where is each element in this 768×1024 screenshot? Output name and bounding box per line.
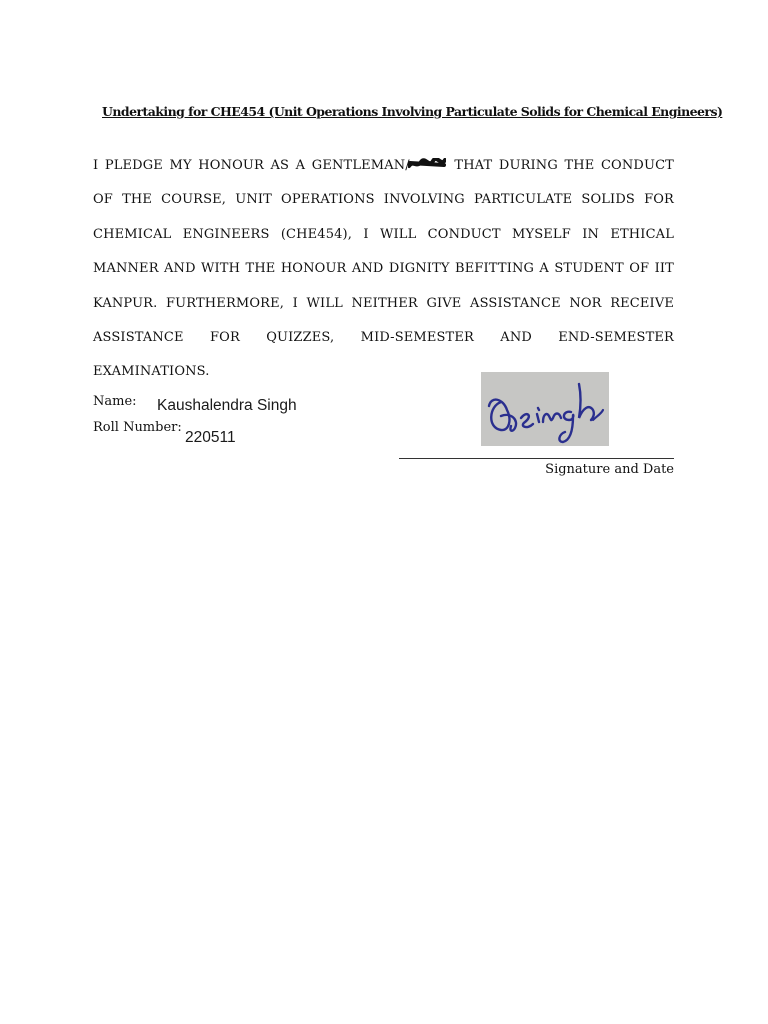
signature-line bbox=[399, 458, 674, 459]
roll-number-label: Roll Number: bbox=[93, 420, 182, 435]
name-label: Name: bbox=[93, 394, 137, 409]
redaction-scribble-icon bbox=[408, 150, 446, 162]
pledge-paragraph bbox=[93, 149, 674, 390]
document-title: Undertaking for CHE454 (Unit Operations Involving Particulate Solids for Chemical Engineers) bbox=[102, 104, 723, 119]
pledge-text-part1: I PLEDGE MY HONOUR AS A GENTLEMAN/ bbox=[93, 158, 410, 173]
name-value: Kaushalendra Singh bbox=[157, 397, 297, 414]
roll-number-value: 220511 bbox=[185, 429, 236, 446]
signature-caption: Signature and Date bbox=[545, 462, 674, 477]
handwritten-signature-icon bbox=[481, 372, 609, 446]
signature-image bbox=[481, 372, 609, 446]
pledge-text-part2: THAT DURING THE CONDUCT OF THE COURSE, UNIT OPERATIONS INVOLVING PARTICULATE SOLIDS FOR CHEMICAL ENGINEERS (CHE454), I WILL CONDUCT MYSELF IN ETHICAL MANNER AND WITH THE HONOUR AND DIGNITY BEFITTING A STUDENT OF IIT KANPUR. FURTHERMORE, I WILL NEITHER GIVE ASSISTANCE NOR RECEIVE ASSISTANCE FOR QUIZZES, MID-SEMESTER AND END-SEMESTER EXAMINATIONS. bbox=[93, 158, 674, 380]
